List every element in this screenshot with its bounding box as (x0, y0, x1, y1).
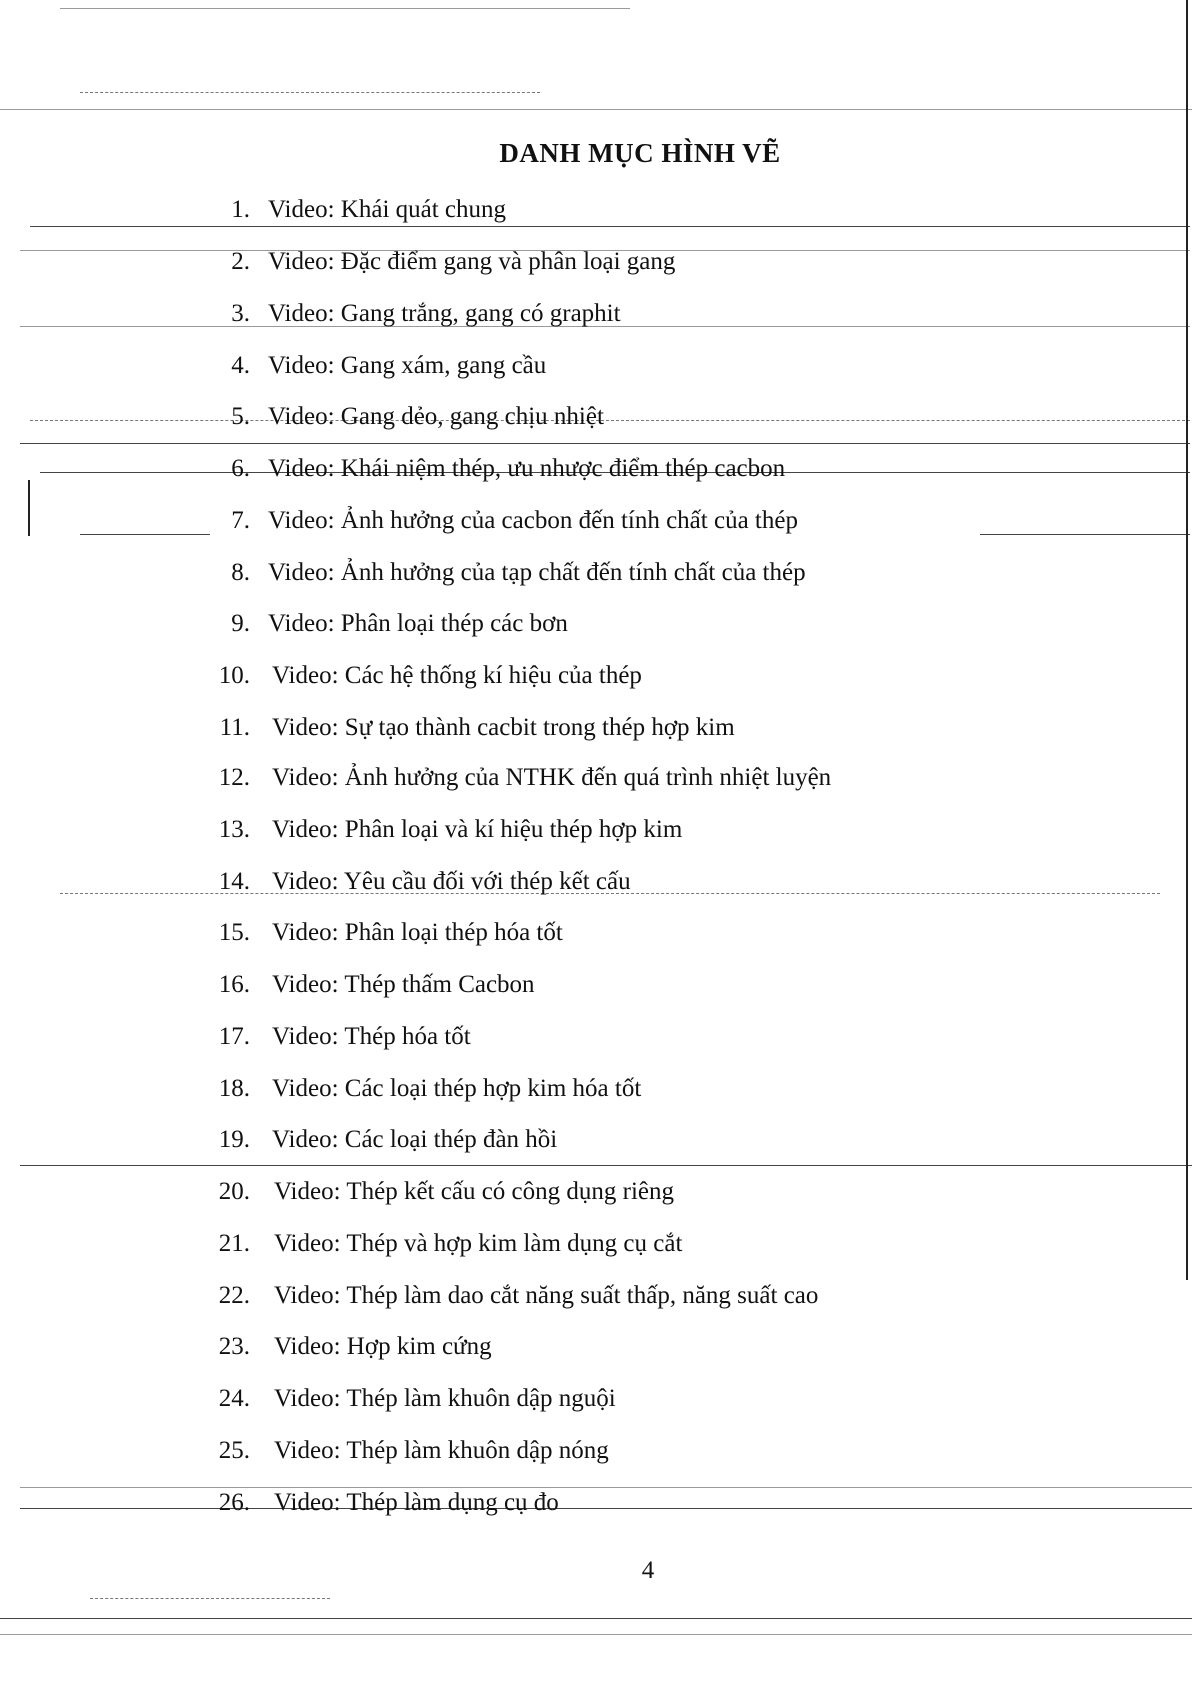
list-item (0, 1327, 1192, 1367)
list-item (0, 294, 1192, 334)
item-text: Video: Gang xám, gang cầu (268, 352, 547, 379)
list-item (0, 346, 1192, 386)
item-number: 7. (231, 507, 250, 534)
item-text: Video: Khái niệm thép, ưu nhược điểm thép cacbon (268, 455, 786, 482)
item-text: Video: Sự tạo thành cacbit trong thép hợp kim (272, 714, 735, 741)
item-text: Video: Khái quát chung (268, 196, 507, 223)
item-number: 12. (218, 764, 250, 791)
item-number: 16. (218, 971, 250, 998)
item-number: 26. (218, 1489, 250, 1516)
item-text: Video: Hợp kim cứng (274, 1333, 492, 1360)
item-number: 1. (231, 196, 250, 223)
item-number: 10. (218, 662, 250, 689)
list-item (0, 965, 1192, 1005)
item-number: 23. (218, 1333, 250, 1360)
list-item (0, 242, 1192, 282)
item-text: Video: Gang dẻo, gang chịu nhiệt (268, 403, 604, 430)
page-number: 4 (641, 1557, 655, 1584)
item-text: Video: Các loại thép hợp kim hóa tốt (272, 1075, 642, 1102)
list-item (0, 708, 1192, 748)
item-number: 20. (218, 1178, 250, 1205)
item-number: 13. (218, 816, 250, 843)
item-text: Video: Ảnh hưởng của tạp chất đến tính chất của thép (268, 559, 806, 586)
item-number: 17. (218, 1023, 250, 1050)
list-item (0, 501, 1192, 541)
list-item (0, 656, 1192, 696)
list-item (0, 1120, 1192, 1160)
item-text: Video: Yêu cầu đối với thép kết cấu (272, 868, 631, 895)
item-text: Video: Phân loại thép hóa tốt (272, 919, 563, 946)
list-item (0, 1069, 1192, 1109)
item-number: 5. (231, 403, 250, 430)
item-number: 11. (219, 714, 250, 741)
list-item (0, 190, 1192, 230)
list-item (0, 397, 1192, 437)
item-text: Video: Thép làm dao cắt năng suất thấp, năng suất cao (274, 1282, 819, 1309)
item-text: Video: Thép làm khuôn dập nóng (274, 1437, 609, 1464)
list-item (0, 913, 1192, 953)
item-text: Video: Phân loại và kí hiệu thép hợp kim (272, 816, 683, 843)
item-text: Video: Gang trắng, gang có graphit (268, 300, 621, 327)
item-number: 24. (218, 1385, 250, 1412)
list-item (0, 1431, 1192, 1471)
item-text: Video: Các loại thép đàn hồi (272, 1126, 558, 1153)
item-number: 4. (231, 352, 250, 379)
list-item (0, 449, 1192, 489)
list-item (0, 1017, 1192, 1057)
list-item (0, 758, 1192, 798)
item-text: Video: Đặc điểm gang và phân loại gang (268, 248, 676, 275)
list-item (0, 1172, 1192, 1212)
item-number: 21. (218, 1230, 250, 1257)
item-text: Video: Thép kết cấu có công dụng riêng (274, 1178, 674, 1205)
item-number: 18. (218, 1075, 250, 1102)
item-number: 15. (218, 919, 250, 946)
item-number: 8. (231, 559, 250, 586)
item-number: 19. (218, 1126, 250, 1153)
item-number: 25. (218, 1437, 250, 1464)
item-number: 22. (218, 1282, 250, 1309)
item-text: Video: Các hệ thống kí hiệu của thép (272, 662, 642, 689)
list-item (0, 810, 1192, 850)
item-text: Video: Ảnh hưởng của NTHK đến quá trình nhiệt luyện (272, 764, 832, 791)
item-text: Video: Thép làm dụng cụ đo (274, 1489, 559, 1516)
item-text: Video: Thép và hợp kim làm dụng cụ cắt (274, 1230, 683, 1257)
item-text: Video: Thép hóa tốt (272, 1023, 471, 1050)
item-text: Video: Phân loại thép các bơn (268, 610, 568, 637)
item-number: 2. (231, 248, 250, 275)
item-number: 14. (218, 868, 250, 895)
item-number: 9. (231, 610, 250, 637)
item-number: 6. (231, 455, 250, 482)
list-item (0, 1483, 1192, 1523)
item-text: Video: Thép làm khuôn dập nguội (274, 1385, 616, 1412)
list-item (0, 553, 1192, 593)
list-item (0, 862, 1192, 902)
item-number: 3. (231, 300, 250, 327)
list-item (0, 1224, 1192, 1264)
list-item (0, 604, 1192, 644)
list-item (0, 1379, 1192, 1419)
item-text: Video: Ảnh hưởng của cacbon đến tính chất của thép (268, 507, 798, 534)
list-item (0, 1276, 1192, 1316)
item-text: Video: Thép thấm Cacbon (272, 971, 535, 998)
page-title: DANH MỤC HÌNH VẼ (499, 138, 781, 168)
